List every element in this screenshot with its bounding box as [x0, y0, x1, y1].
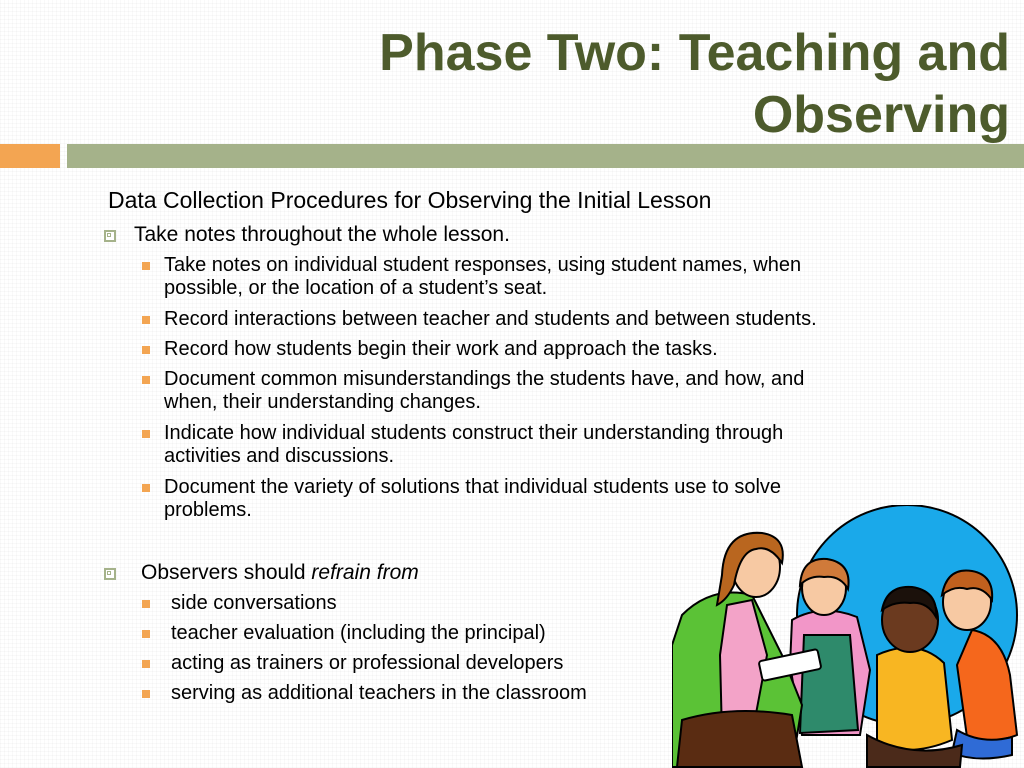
square-bullet-icon — [104, 568, 116, 580]
orange-bullet-icon — [142, 600, 150, 608]
list-item-continuation: possible, or the location of a student’s seat. — [164, 277, 548, 299]
slide-title-text: Phase Two: Teaching and Observing — [379, 24, 1010, 144]
list-item-continuation: when, their understanding changes. — [164, 391, 481, 413]
list-item: Record interactions between teacher and students and between students. — [164, 308, 817, 330]
orange-bullet-icon — [142, 430, 150, 438]
list-item: Document common misunderstandings the students have, and how, and — [164, 368, 805, 390]
orange-bullet-icon — [142, 376, 150, 384]
list-item: acting as trainers or professional developers — [171, 652, 564, 674]
square-bullet-icon — [104, 230, 116, 242]
orange-bullet-icon — [142, 690, 150, 698]
list-item: side conversations — [171, 592, 337, 614]
orange-bullet-icon — [142, 660, 150, 668]
list-item: teacher evaluation (including the principal) — [171, 622, 546, 644]
section-2-heading-emphasis: refrain from — [311, 561, 419, 584]
lead-text: Data Collection Procedures for Observing the Initial Lesson — [108, 187, 712, 213]
orange-bullet-icon — [142, 262, 150, 270]
section-2-heading-prefix: Observers should — [141, 561, 312, 584]
orange-bullet-icon — [142, 630, 150, 638]
orange-bullet-icon — [142, 484, 150, 492]
orange-bullet-icon — [142, 346, 150, 354]
list-item: Document the variety of solutions that individual students use to solve — [164, 476, 782, 498]
list-item-continuation: problems. — [164, 499, 252, 521]
orange-bullet-icon — [142, 316, 150, 324]
list-item: serving as additional teachers in the classroom — [171, 682, 587, 704]
section-1-heading: Take notes throughout the whole lesson. — [134, 223, 510, 246]
teacher-students-illustration — [672, 505, 1024, 768]
list-item: Take notes on individual student responses, using student names, when — [164, 254, 802, 276]
section-2-heading — [141, 560, 419, 585]
list-item: Indicate how individual students construct their understanding through — [164, 422, 784, 444]
list-item-continuation: activities and discussions. — [164, 445, 395, 467]
list-item: Record how students begin their work and approach the tasks. — [164, 338, 718, 360]
